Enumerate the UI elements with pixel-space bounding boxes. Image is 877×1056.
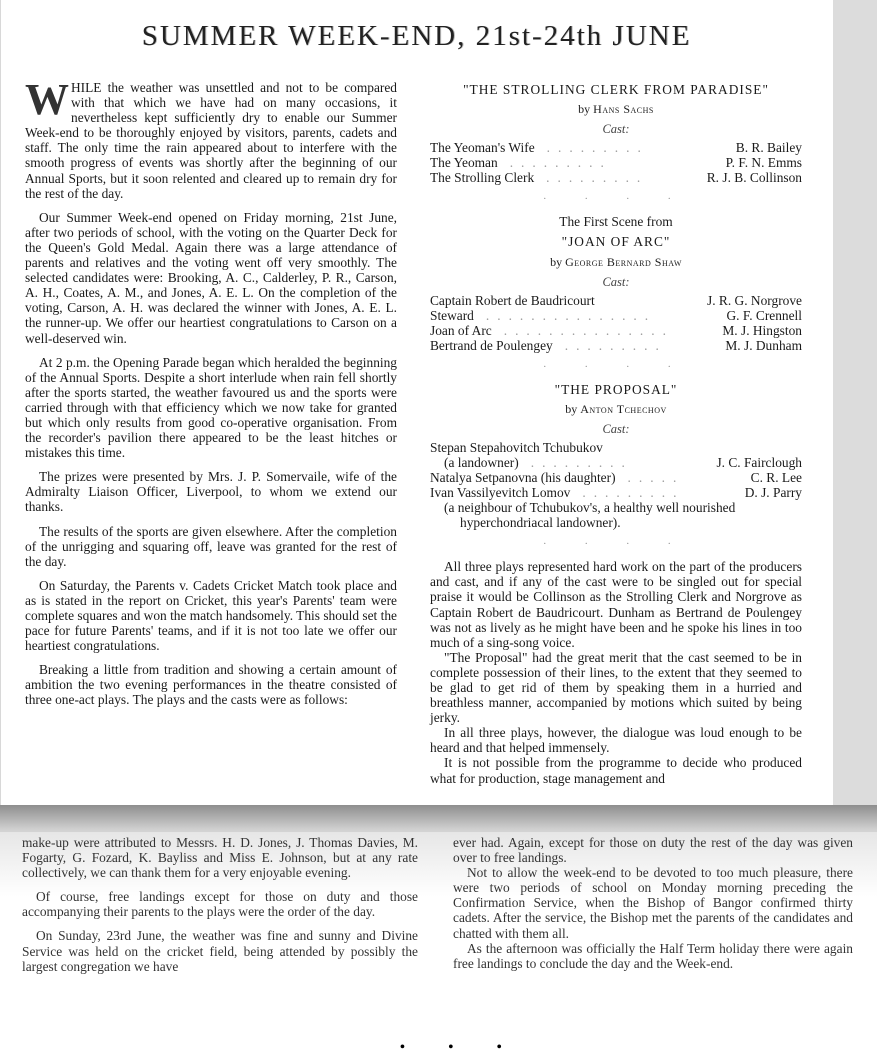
leader-dots: ............... [503,322,674,338]
play-author: George Bernard Shaw [565,254,682,269]
by-label: by [565,401,578,416]
paragraph-review: All three plays represented hard work on the part of the producers and cast, and if any of the cast were to be singled out for special praise it would be Collinson as the Strolling Clerk and Norgrove as Captain Robert de Baudricourt. Dunham as Bertrand de Poulengey was not as lively as he might have been and he spoke his lines in too much of a sing-song voice. [430,559,802,650]
leader-dots: ......... [582,485,685,501]
play-the-proposal [430,382,802,549]
cast-actor: C. R. Lee [750,470,802,486]
cast-actor: M. J. Dunham [725,337,802,353]
leader-dots: ..... [627,470,685,486]
paragraph-opening-parade: At 2 p.m. the Opening Parade began which heralded the beginning of the Annual Sports. Despite a short interlude when rain fell shortly after the sports started, the weather favoured us and the sports were carried through with that efficiency which we now take for granted but which only results from good co-operative organisation. From the recorder's pavilion there appeared to be the least hitches or mistakes this time. [25,354,397,461]
cast-role: The Yeoman [430,155,498,171]
cast-label: Cast: [602,274,630,289]
play-byline [430,102,802,117]
cast-row [430,455,802,470]
cast-row [430,293,802,308]
paragraph-ever-had: ever had. Again, except for those on duty the rest of the day was given over to free landings. [453,835,853,866]
cast-role: Joan of Arc [430,322,492,338]
leader-dots: ......... [546,170,649,186]
page-margin-strip [833,0,877,805]
paragraph-free-landings: Of course, free landings except for those on duty and those accompanying their parents to the plays were the order of the day. [22,889,418,920]
play-title: "THE PROPOSAL" [554,381,678,397]
cast-role: The Yeoman's Wife [430,140,535,156]
leader-dots [595,293,707,308]
cast-role: Ivan Vassilyevitch Lomov [430,485,571,501]
cast-actor: D. J. Parry [744,485,802,501]
leader-dots: ......... [509,155,612,171]
cast-row [430,485,802,500]
cast-actor: R. J. B. Collinson [706,170,802,186]
drop-cap: W [25,75,67,124]
paragraph-text: HILE the weather was unsettled and not to be compared with that which we have had on many occasions, it nevertheless kept sufficiently dry to enable our Summer Week-end to be thoroughly enjoyed by visitors, parents, cadets and staff. The only time the rain appeared about to interfere with the smooth progress of events was shortly after the beginning of our Annual Sports, but it soon relented and cleared up to remain dry for the rest of the day. [25,80,397,201]
paragraph-makeup: make-up were attributed to Messrs. H. D. Jones, J. Thomas Davies, M. Fogarty, G. Fozard, K. Bayliss and Miss E. Johnson, but at any rate collectively, we can thank them for a very enjoyable evening. [22,835,418,881]
paragraph-half-term: As the afternoon was officially the Half Term holiday there were again free landings to conclude the day and the Week-end. [453,940,853,971]
by-label: by [578,102,591,117]
paragraph-friday: Our Summer Week-end opened on Friday morning, 21st June, after two periods of school, with the voting on the Quarter Deck for the Queen's Gold Medal. Again there was a large attendance of parents and relatives and the voting went off very smoothly. The selected candidates were: Brooking, A. C., Calderley, P. R., Carson, A. H., Coates, A. M., and Jones, A. E. L. On the completion of the voting, Carson, A. H. was declared the winner with Jones, A. E. L. the runner-up. We offer our heartiest congratulations to Carson on a well-deserved win. [25,209,397,346]
leader-dots: ............... [485,307,657,323]
cast-actor: M. J. Hingston [722,322,802,338]
play-byline [430,402,802,417]
paragraph-plays-intro: Breaking a little from tradition and showing a certain amount of ambition the two evening performances in the theatre consisted of three one-act plays. The plays and the casts were as follows: [25,662,397,708]
play-strolling-clerk [430,82,802,204]
play-author: Anton Tchechov [580,401,667,416]
cast-row [430,323,802,338]
cast-actor: J. C. Fairclough [716,455,802,471]
cast-role: Steward [430,307,474,323]
leader-dots: ......... [530,455,633,471]
cast-note: hyperchondriacal landowner). [460,515,621,531]
paragraph-prizes: The prizes were presented by Mrs. J. P. Somervaile, wife of the Admiralty Liaison Officer, Liverpool, to whom we extend our thanks. [25,469,397,515]
play-author: Hans Sachs [593,102,654,117]
paragraph-intro [25,75,397,201]
cast-row [430,308,802,323]
play-title: "JOAN OF ARC" [561,234,671,250]
cast-row [430,470,802,485]
section-separator: . . . . [543,357,689,370]
paragraph-cricket: On Saturday, the Parents v. Cadets Cricket Match took place and as is stated in the report on Cricket, this year's Parents' team were complete squares and won the match handsomely. This should set the pace for future Parents' teams, and if it is not too late we offer our heartiest congratulations. [25,577,397,654]
cast-actor: J. R. G. Norgrove [707,292,802,308]
bottom-ornament: • • • [400,1040,522,1055]
paragraph-monday: Not to allow the week-end to be devoted to too much pleasure, there were two periods of school on Monday morning preceding the Confirmation Service, when the Bishop of Bangor confirmed thirty cadets. After the service, the Bishop met the parents of the candidates and chatted with them all. [453,865,853,941]
cast-role: Natalya Setpanovna (his daughter) [430,470,616,486]
cast-row [430,155,802,170]
paragraph-results: The results of the sports are given elsewhere. After the completion of the unrigging and squaring off, leave was granted for the rest of the day. [25,523,397,569]
play-pre-title: The First Scene from [559,214,673,230]
cast-row [430,338,802,353]
cast-row [430,140,802,155]
right-column [430,80,802,786]
paragraph-sunday: On Sunday, 23rd June, the weather was fine and sunny and Divine Service was held on the cricket field, being attended by possibly the largest congregation we have [22,928,418,974]
leader-dots: ......... [546,140,649,156]
cast-role: Bertrand de Poulengey [430,337,553,353]
paragraph-dialogue: In all three plays, however, the dialogue was loud enough to be heard and that helped immensely. [430,725,802,756]
cast-actor: P. F. N. Emms [725,155,802,171]
cast-row [430,440,802,455]
cast-actor: G. F. Crennell [726,307,802,323]
paragraph-proposal-review: "The Proposal" had the great merit that the cast seemed to be in complete possession of their lines, to the extent that they seemed to be glad to get rid of them by speaking them in a hurried and breathless manner, accompanied by motions which suited by being jerky. [430,649,802,726]
cast-role-note: (a landowner) [444,455,519,471]
cast-role: Captain Robert de Baudricourt [430,292,595,308]
cast-actor: B. R. Bailey [735,140,802,156]
paragraph-programme: It is not possible from the programme to decide who produced what for production, stage management and [430,755,802,786]
leader-dots: ......... [564,337,667,353]
cast-role: The Strolling Clerk [430,170,535,186]
by-label: by [550,254,563,269]
cast-label: Cast: [602,122,630,137]
cast-role: Stepan Stepahovitch Tchubukov [430,440,603,456]
cast-label: Cast: [602,422,630,437]
play-byline [430,255,802,270]
continuation-right-column [453,835,853,971]
cast-row [430,170,802,185]
continuation-left-column [22,835,418,983]
page-title: SUMMER WEEK-END, 21st-24th JUNE [141,20,692,52]
play-title: "THE STROLLING CLERK FROM PARADISE" [463,82,769,97]
left-column [25,75,397,717]
section-separator: . . . . [543,535,689,548]
section-separator: . . . . [543,190,689,203]
cast-note: (a neighbour of Tchubukov's, a healthy well nourished [444,500,736,516]
play-joan-of-arc [430,214,802,371]
